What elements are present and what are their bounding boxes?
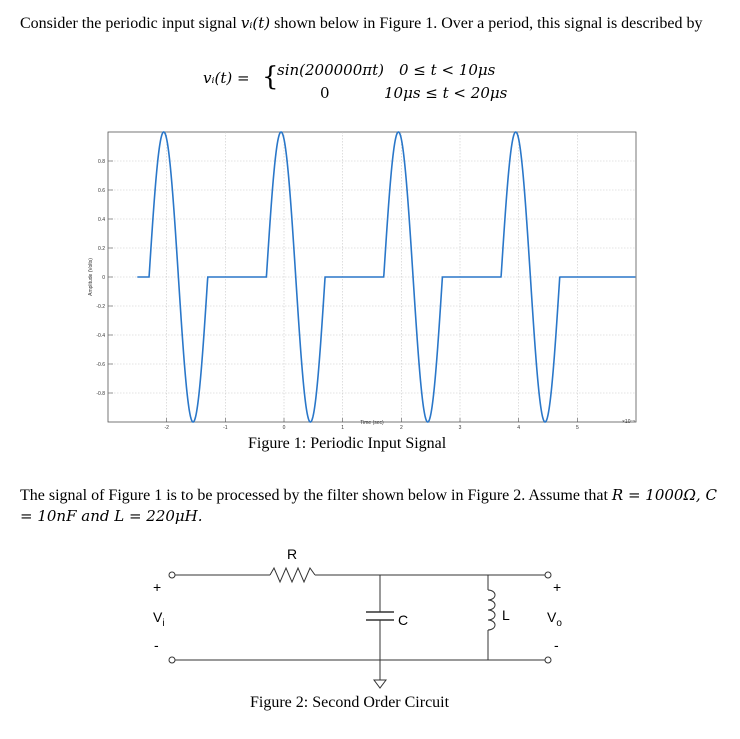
x-tick-label: 1	[341, 425, 345, 431]
inductor-label: L	[502, 607, 510, 623]
y-tick-label: -0.6	[96, 362, 105, 368]
x-tick-label: -1	[223, 425, 228, 431]
output-minus: -	[554, 637, 559, 653]
equation-case1-cond: 0 ≤ t < 10μs	[399, 61, 496, 79]
input-voltage-label	[153, 609, 165, 629]
equation-case2-cond: 10μs ≤ t < 20μs	[384, 84, 508, 102]
y-tick-label: 0.6	[98, 188, 105, 194]
input-terminal-top	[169, 572, 175, 578]
y-tick-label: 0	[102, 275, 105, 281]
equation-lhs: vᵢ(t) =	[203, 69, 250, 87]
output-plus: +	[553, 579, 562, 595]
intro-text-before: Consider the periodic input signal	[20, 15, 241, 32]
output-voltage-v: V	[547, 609, 557, 625]
input-minus: -	[154, 637, 159, 653]
y-axis-label: Amplitude (Volts)	[88, 258, 94, 296]
x-tick-label: -2	[164, 425, 169, 431]
y-tick-label: 0.4	[98, 217, 105, 223]
input-plus: +	[153, 579, 162, 595]
intro-symbol: vᵢ(t)	[240, 14, 271, 32]
x-tick-label: 2	[399, 425, 403, 431]
capacitor-label: C	[398, 612, 409, 628]
x-tick-label: 0	[282, 425, 286, 431]
x-tick-label: 5	[575, 425, 579, 431]
output-voltage-label	[547, 609, 562, 629]
intro-text-after: shown below in Figure 1. Over a period, this signal is described by	[270, 15, 703, 32]
y-tick-label: -0.4	[96, 333, 105, 339]
signal-series-line	[137, 132, 635, 422]
input-voltage-sub: i	[162, 618, 165, 629]
output-terminal-top	[545, 572, 551, 578]
second-paragraph	[20, 485, 720, 527]
para2-text: The signal of Figure 1 is to be processed by the filter shown below in Figure 2. Assume that	[20, 487, 612, 504]
periodic-signal-chart	[0, 110, 740, 440]
output-voltage-sub: o	[556, 618, 562, 629]
equation-brace: {	[262, 62, 279, 92]
y-tick-label: -0.2	[96, 304, 105, 310]
resistor-label: R	[287, 546, 298, 562]
y-tick-label: -0.8	[96, 391, 105, 397]
x-tick-label: 4	[517, 425, 521, 431]
y-tick-label: 0.2	[98, 246, 105, 252]
output-terminal-bottom	[545, 657, 551, 663]
second-order-circuit	[0, 540, 740, 700]
y-tick-label: 0.8	[98, 159, 105, 165]
equation-case2-expr: 0	[320, 84, 330, 102]
figure1-caption: Figure 1: Periodic Input Signal	[248, 435, 447, 452]
component-values: R = 1000Ω, C = 10nF and L = 220μH.	[20, 486, 717, 525]
x-tick-label: 3	[458, 425, 462, 431]
ground-symbol	[374, 680, 386, 688]
x-axis-label: Time (sec)	[360, 420, 384, 426]
x-axis-multiplier: ×10⁻⁵	[622, 419, 636, 425]
input-voltage-v: V	[153, 609, 163, 625]
resistor-zigzag	[270, 568, 315, 582]
input-terminal-bottom	[169, 657, 175, 663]
inductor-coil	[488, 590, 495, 630]
equation-case1-expr: sin(200000πt)	[277, 61, 385, 79]
figure2-caption: Figure 2: Second Order Circuit	[250, 694, 450, 711]
intro-paragraph	[20, 13, 720, 34]
